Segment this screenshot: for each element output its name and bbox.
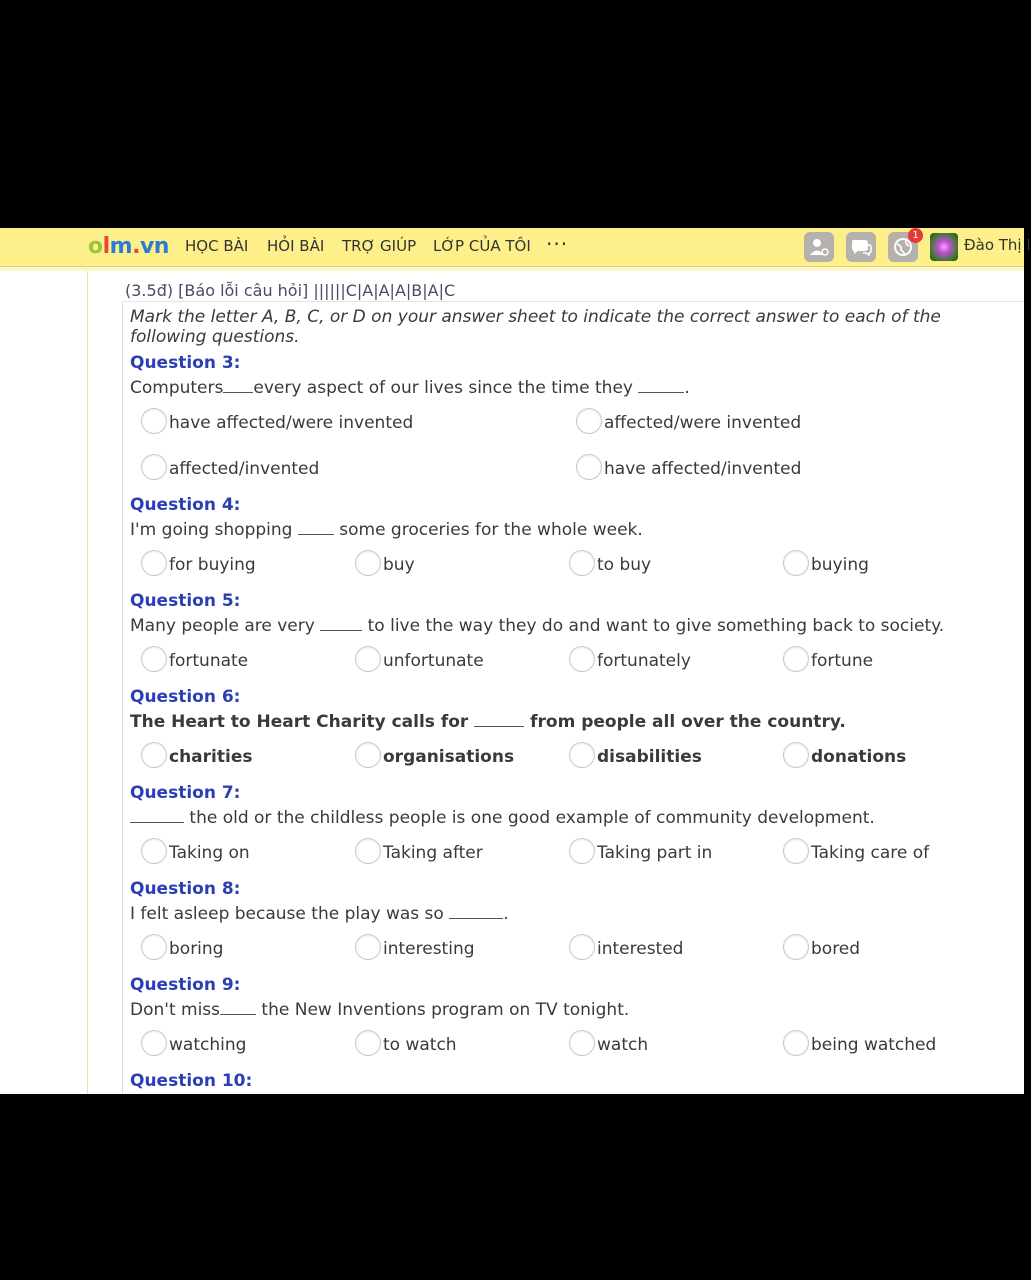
radio-button[interactable] <box>355 838 381 864</box>
question-meta[interactable]: (3.5đ) [Báo lỗi câu hỏi] ||||||C|A|A|A|B|A|C <box>125 281 456 300</box>
nav-lop-cua-toi[interactable]: LỚP CỦA TÔI <box>433 237 531 255</box>
radio-button[interactable] <box>569 838 595 864</box>
nav-hoi-bai[interactable]: HỎI BÀI <box>267 237 325 255</box>
radio-button[interactable] <box>141 550 167 576</box>
radio-button[interactable] <box>355 550 381 576</box>
user-add-icon[interactable] <box>804 232 834 262</box>
radio-button[interactable] <box>569 742 595 768</box>
chat-icon[interactable] <box>846 232 876 262</box>
radio-button[interactable] <box>141 838 167 864</box>
question-10-title: Question 10: <box>130 1071 253 1091</box>
radio-button[interactable] <box>141 454 167 480</box>
radio-button[interactable] <box>355 742 381 768</box>
nav-hoc-bai[interactable]: HỌC BÀI <box>185 237 249 255</box>
more-menu-icon[interactable]: ··· <box>546 232 569 256</box>
question-7-text: the old or the childless people is one good example of community development. <box>130 808 875 828</box>
content-border-top <box>122 301 1024 302</box>
question-4-title: Question 4: <box>130 495 241 515</box>
question-8-title: Question 8: <box>130 879 241 899</box>
radio-button[interactable] <box>355 934 381 960</box>
question-9-title: Question 9: <box>130 975 241 995</box>
olm-logo[interactable]: olm.vn <box>88 234 169 259</box>
topbar-shadow <box>0 267 1024 271</box>
question-5-text: Many people are very to live the way they do and want to give something back to society. <box>130 616 945 636</box>
instruction-text: Mark the letter A, B, C, or D on your answer sheet to indicate the correct answer to each of the following questions. <box>130 307 941 347</box>
radio-button[interactable] <box>576 408 602 434</box>
left-divider <box>87 271 88 1094</box>
radio-button[interactable] <box>576 454 602 480</box>
question-8-text: I felt asleep because the play was so . <box>130 904 509 924</box>
question-9-text: Don't miss the New Inventions program on TV tonight. <box>130 1000 630 1020</box>
radio-button[interactable] <box>141 646 167 672</box>
radio-button[interactable] <box>569 550 595 576</box>
radio-button[interactable] <box>783 838 809 864</box>
radio-button[interactable] <box>569 934 595 960</box>
content-border-left <box>122 301 123 1094</box>
question-6-text: The Heart to Heart Charity calls for from people all over the country. <box>130 712 846 732</box>
radio-button[interactable] <box>783 934 809 960</box>
radio-button[interactable] <box>783 742 809 768</box>
radio-button[interactable] <box>783 550 809 576</box>
notification-badge: 1 <box>908 228 923 243</box>
radio-button[interactable] <box>141 1030 167 1056</box>
username[interactable]: Đào Thị I <box>964 236 1031 254</box>
radio-button[interactable] <box>141 934 167 960</box>
top-navigation-bar <box>0 228 1031 267</box>
radio-button[interactable] <box>355 1030 381 1056</box>
question-3-title: Question 3: <box>130 353 241 373</box>
question-6-title: Question 6: <box>130 687 241 707</box>
radio-button[interactable] <box>141 408 167 434</box>
question-4-text: I'm going shopping some groceries for the whole week. <box>130 520 643 540</box>
browser-screen: olm.vn HỌC BÀI HỎI BÀI TRỢ GIÚP LỚP CỦA TÔI ··· 1 Đào Thị I (3.5đ) [Báo lỗi câu hỏi] ||||||C|A|A|A|B|A|C Mark the letter A, B, C, or D on your answer sheet to indicate the correct answer to each of the following questions. Question 3: Computers every aspect of our lives since the time they . have affected/were invented affected/were invented affected/invented have affected/invented Question 4: I'm going shopping some groceries for the whole week. for buying buy to buy buying Question 5: Many people are very to live the way they do and want to give something back to society. fortunate unfortunate fortunately fortune Question 6: The Heart to Heart Charity calls for from people all over the country. charities organisations disabilities donations Question 7: the old or the childless people is one good example of community development. Taking on Taking after Taking part in Taking care of Question 8: I felt asleep because the play was so . boring interesting interested bored Question 9: Don't miss the New Inventions program on TV tonight. watching to watch watch being watched Question 10: <box>0 228 1024 1094</box>
radio-button[interactable] <box>355 646 381 672</box>
radio-button[interactable] <box>141 742 167 768</box>
radio-button[interactable] <box>569 1030 595 1056</box>
question-3-text: Computers every aspect of our lives since the time they . <box>130 378 690 398</box>
question-5-title: Question 5: <box>130 591 241 611</box>
radio-button[interactable] <box>783 646 809 672</box>
nav-tro-giup[interactable]: TRỢ GIÚP <box>342 237 417 255</box>
question-7-title: Question 7: <box>130 783 241 803</box>
avatar[interactable] <box>930 233 958 261</box>
radio-button[interactable] <box>783 1030 809 1056</box>
radio-button[interactable] <box>569 646 595 672</box>
